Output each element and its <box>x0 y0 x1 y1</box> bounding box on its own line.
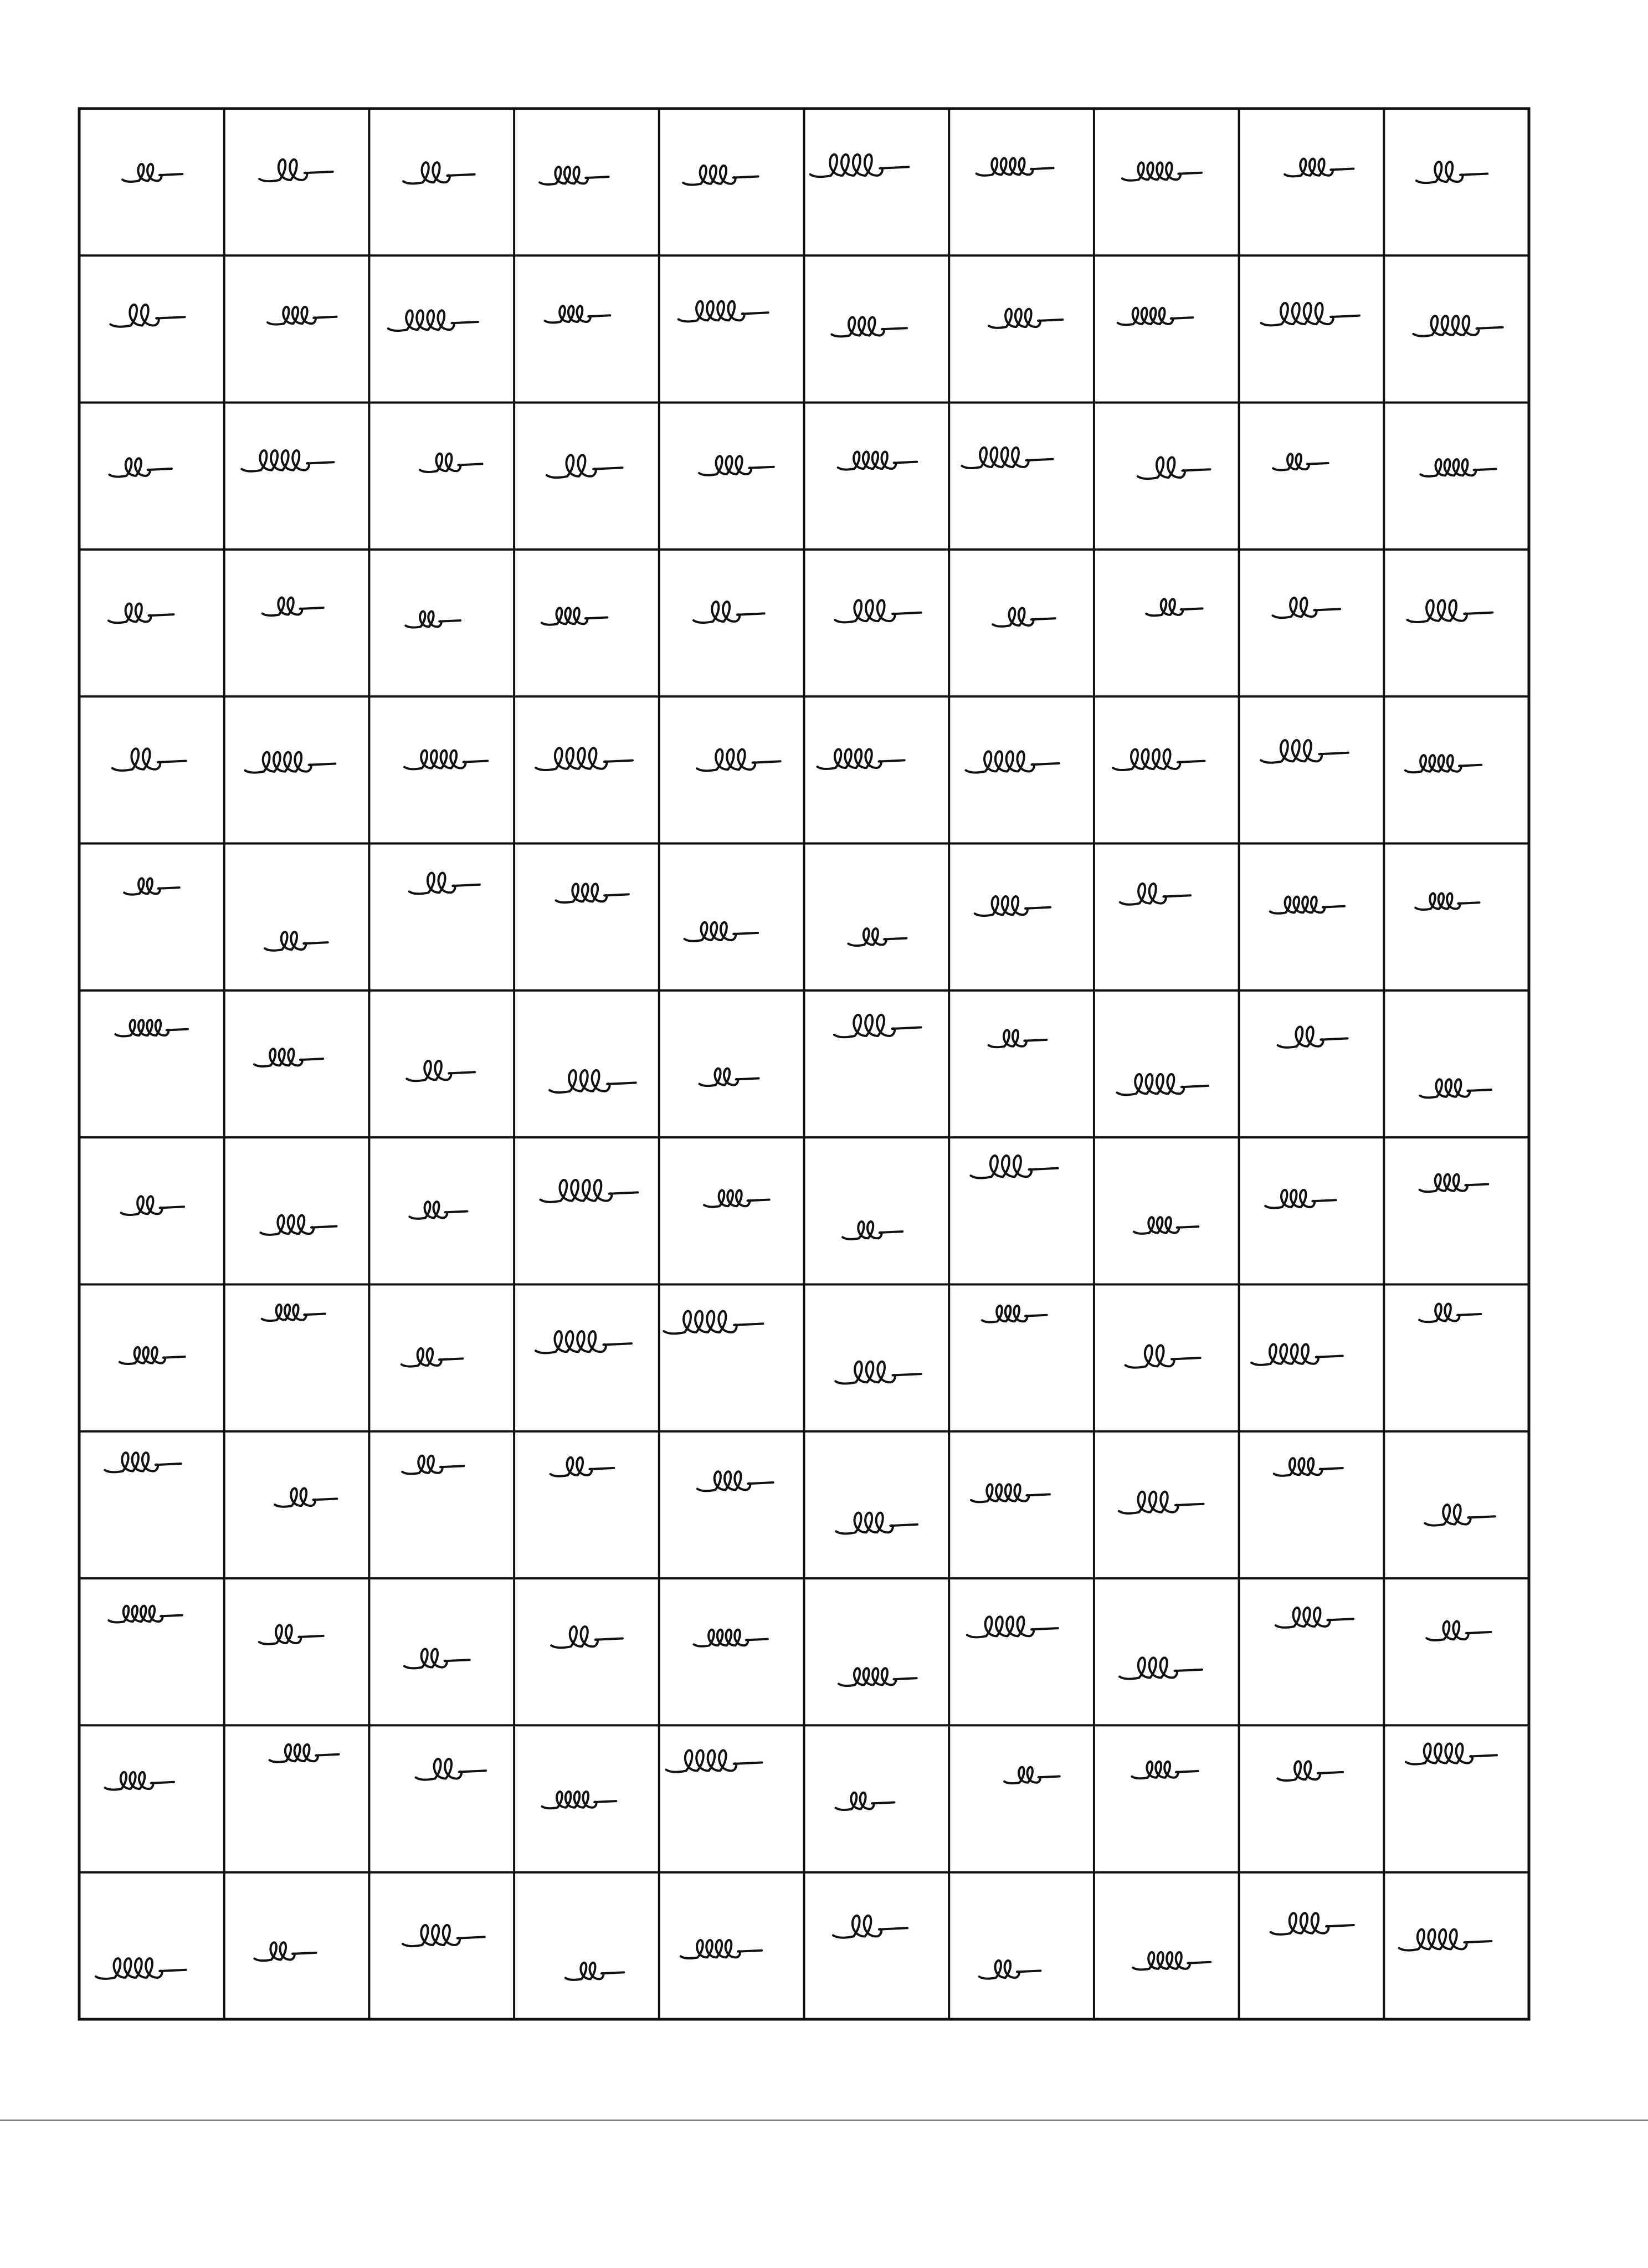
handwritten-squiggle <box>1119 1492 1204 1513</box>
handwritten-squiggle <box>545 306 610 322</box>
handwritten-squiggle <box>838 451 917 469</box>
handwritten-squiggle <box>109 458 172 476</box>
handwritten-squiggle <box>275 1489 337 1507</box>
handwritten-squiggle <box>679 301 768 322</box>
handwritten-squiggle <box>403 1925 485 1946</box>
handwritten-squiggle <box>967 1617 1058 1637</box>
handwritten-squiggle <box>1420 1079 1491 1097</box>
handwritten-squiggle <box>105 1453 181 1472</box>
handwritten-squiggle <box>259 160 332 181</box>
grid-cells <box>96 155 1503 1980</box>
handwritten-squiggle <box>120 1347 185 1364</box>
handwritten-squiggle <box>254 1942 316 1961</box>
handwritten-squiggle <box>265 932 328 951</box>
handwritten-squiggle <box>1261 740 1348 763</box>
handwritten-squiggle <box>112 748 186 771</box>
handwritten-squiggle <box>1407 600 1492 622</box>
handwritten-squiggle <box>259 1625 324 1644</box>
handwritten-squiggle <box>1138 457 1210 479</box>
handwritten-squiggle <box>416 1759 486 1780</box>
handwritten-squiggle <box>697 750 781 771</box>
handwritten-squiggle <box>404 1649 470 1669</box>
handwritten-squiggle <box>1271 1913 1354 1935</box>
handwritten-squiggle <box>849 928 907 946</box>
handwritten-squiggle <box>536 1331 632 1353</box>
handwritten-squiggle <box>1277 1761 1343 1780</box>
handwritten-squiggle <box>700 1069 759 1086</box>
handwritten-squiggle <box>1132 1762 1198 1778</box>
handwritten-squiggle <box>551 1458 614 1476</box>
handwritten-squiggle <box>699 456 774 475</box>
handwritten-squiggle <box>843 1222 902 1239</box>
handwritten-squiggle <box>109 603 174 623</box>
handwritten-squiggle <box>989 1030 1047 1047</box>
handwritten-squiggle <box>1120 1658 1202 1679</box>
handwritten-squiggle <box>404 750 487 769</box>
handwritten-squiggle <box>1133 1952 1210 1969</box>
handwritten-squiggle <box>542 1792 616 1808</box>
handwritten-squiggle <box>1270 897 1344 914</box>
handwritten-squiggle <box>409 873 480 894</box>
handwritten-squiggle <box>966 751 1059 772</box>
handwritten-squiggle <box>1118 308 1193 325</box>
handwritten-squiggle <box>541 1180 638 1202</box>
handwritten-squiggle <box>1278 1027 1348 1047</box>
handwritten-squiggle <box>536 748 633 770</box>
handwritten-squiggle <box>420 454 482 472</box>
handwritten-squiggle <box>268 307 336 325</box>
handwritten-squiggle <box>409 1202 467 1219</box>
handwritten-squiggle <box>547 455 623 478</box>
handwritten-squiggle <box>810 155 909 177</box>
handwritten-squiggle <box>993 608 1055 627</box>
handwritten-squiggle <box>1415 894 1479 910</box>
handwritten-squiggle <box>242 450 333 471</box>
handwritten-squiggle <box>110 305 184 327</box>
handwritten-squiggle <box>704 1191 769 1207</box>
handwritten-squiggle <box>1261 303 1360 325</box>
handwritten-squiggle <box>831 317 907 337</box>
handwritten-squiggle <box>105 1772 174 1790</box>
handwritten-squiggle <box>254 1049 323 1066</box>
handwritten-squiggle <box>566 1963 624 1980</box>
handwritten-squiggle <box>1285 159 1353 177</box>
handwritten-squiggle <box>1425 1505 1495 1526</box>
handwritten-squiggle <box>542 608 608 624</box>
handwritten-squiggle <box>833 1916 907 1938</box>
handwritten-squiggle <box>971 1156 1057 1178</box>
handwritten-squiggle <box>402 1456 464 1474</box>
handwritten-squiggle <box>977 158 1054 176</box>
handwritten-squiggle <box>666 1750 762 1772</box>
handwritten-squiggle <box>1122 162 1202 180</box>
handwritten-squiggle <box>979 1961 1041 1979</box>
handwritten-squiggle <box>556 884 629 902</box>
handwritten-squiggle <box>405 612 460 628</box>
handwritten-squiggle <box>1251 1345 1343 1365</box>
handwritten-squiggle <box>1426 1622 1491 1640</box>
handwritten-squiggle <box>1405 755 1482 772</box>
handwritten-squiggle <box>1273 454 1328 470</box>
handwritten-squiggle <box>407 1061 475 1081</box>
handwritten-squiggle <box>839 1668 917 1686</box>
handwritten-squiggle <box>835 1362 921 1384</box>
handwritten-squiggle <box>402 1348 463 1367</box>
handwritten-squiggle <box>551 1626 623 1648</box>
handwritten-squiggle <box>971 1484 1050 1502</box>
handwritten-squiggle <box>270 1744 339 1762</box>
handwritten-squiggle <box>263 598 324 615</box>
handwritten-squiggle <box>1265 1190 1336 1208</box>
handwritten-squiggle <box>1113 750 1205 771</box>
handwritten-squiggle <box>1413 316 1502 336</box>
handwritten-squiggle <box>550 1070 636 1092</box>
handwritten-squiggle <box>962 448 1053 468</box>
handwritten-squiggle <box>694 602 764 623</box>
handwritten-squiggle <box>1420 459 1496 476</box>
handwritten-squiggle <box>694 1630 768 1646</box>
handwritten-squiggle <box>834 1015 921 1037</box>
handwritten-squiggle <box>683 166 758 185</box>
handwritten-squiggle <box>109 1606 182 1623</box>
handwritten-squiggle <box>115 1020 188 1036</box>
handwritten-squiggle <box>540 167 608 184</box>
handwritten-squiggle <box>1120 884 1190 905</box>
handwritten-squiggle <box>1146 599 1202 616</box>
handwritten-squiggle <box>1416 162 1488 183</box>
handwritten-squiggle <box>124 878 179 894</box>
grid-rules <box>79 109 1529 2019</box>
handwritten-squiggle <box>835 600 921 622</box>
handwritten-squiggle <box>403 162 475 183</box>
handwritten-squiggle <box>975 896 1051 916</box>
handwritten-squiggle <box>1117 1074 1208 1095</box>
handwritten-squiggle <box>262 1305 325 1321</box>
handwritten-squiggle <box>1419 1304 1481 1322</box>
handwritten-squiggle <box>664 1311 763 1334</box>
handwritten-squiggle <box>1272 598 1340 618</box>
handwritten-squiggle <box>1126 1345 1200 1367</box>
handwritten-squiggle <box>681 1940 762 1958</box>
handwritten-squiggle <box>685 922 758 941</box>
handwritten-squiggle <box>982 1306 1047 1322</box>
handwritten-squiggle <box>245 752 335 773</box>
handwritten-squiggle <box>1399 1930 1492 1951</box>
handwritten-squiggle <box>1276 1608 1353 1628</box>
handwritten-squiggle <box>1004 1767 1060 1783</box>
handwritten-squiggle <box>1420 1174 1488 1192</box>
handwritten-squiggle <box>989 309 1062 328</box>
handwritten-squiggle <box>1274 1458 1343 1476</box>
handwritten-squiggle <box>260 1215 336 1235</box>
handwritten-squiggle <box>818 749 905 769</box>
handwritten-squiggle <box>1406 1743 1497 1764</box>
handwritten-squiggle <box>1134 1217 1198 1234</box>
handwritten-squiggle <box>121 1196 184 1215</box>
handwritten-squiggle <box>836 1793 895 1810</box>
handwritten-squiggle <box>836 1513 917 1534</box>
handwritten-squiggle <box>96 1958 186 1979</box>
handwritten-squiggle <box>122 164 182 182</box>
fold-line <box>0 2120 1648 2121</box>
handwritten-squiggle <box>697 1471 773 1491</box>
handwritten-squiggle <box>388 310 478 331</box>
